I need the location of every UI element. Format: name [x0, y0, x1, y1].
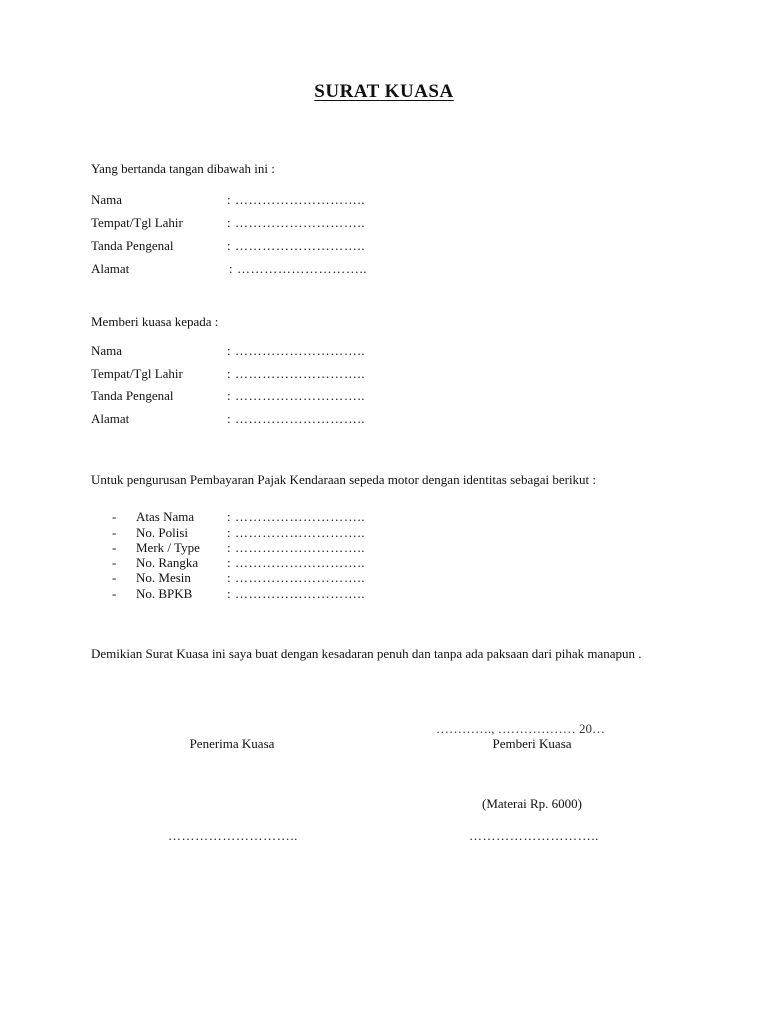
stamp-note: (Materai Rp. 6000): [481, 796, 582, 811]
vehicle-value-no-polisi: : ………………………..: [227, 525, 366, 540]
section1-value-ttl: : ………………………..: [227, 215, 366, 230]
section1-label-ttl: Tempat/Tgl Lahir: [91, 215, 183, 230]
section1-value-alamat: : ………………………..: [229, 261, 368, 276]
list-bullet: -: [112, 525, 117, 540]
section1-intro: Yang bertanda tangan dibawah ini :: [91, 161, 275, 176]
section2-label-alamat: Alamat: [91, 411, 130, 426]
section2-label-nama: Nama: [91, 343, 123, 358]
vehicle-value-no-bpkb: : ………………………..: [227, 586, 366, 601]
grantor-role: Pemberi Kuasa: [492, 736, 572, 751]
section2-value-alamat: : ………………………..: [227, 411, 366, 426]
vehicle-label-no-mesin: No. Mesin: [136, 570, 191, 585]
list-bullet: -: [112, 586, 117, 601]
section2-value-pengenal: : ………………………..: [227, 388, 366, 403]
list-bullet: -: [112, 509, 117, 524]
vehicle-value-no-rangka: : ………………………..: [227, 555, 366, 570]
list-bullet: -: [112, 570, 117, 585]
section1-label-nama: Nama: [91, 192, 123, 207]
section3-intro: Untuk pengurusan Pembayaran Pajak Kendaraan sepeda motor dengan identitas sebagai berikut :: [91, 472, 597, 487]
vehicle-label-no-bpkb: No. BPKB: [136, 586, 193, 601]
section1-value-nama: : ………………………..: [227, 192, 366, 207]
vehicle-value-merk-type: : ………………………..: [227, 540, 366, 555]
closing-statement: Demikian Surat Kuasa ini saya buat dengan kesadaran penuh dan tanpa ada paksaan dari pihak manapun .: [91, 646, 642, 661]
grantor-signature-line: ………………………..: [468, 828, 600, 843]
vehicle-value-atas-nama: : ………………………..: [227, 509, 366, 524]
vehicle-label-atas-nama: Atas Nama: [136, 509, 195, 524]
place-date-line: …………., ……………… 20…: [436, 721, 605, 736]
vehicle-label-no-rangka: No. Rangka: [136, 555, 199, 570]
section1-label-alamat: Alamat: [91, 261, 130, 276]
recipient-role: Penerima Kuasa: [189, 736, 275, 751]
vehicle-label-no-polisi: No. Polisi: [136, 525, 189, 540]
vehicle-label-merk-type: Merk / Type: [136, 540, 200, 555]
section1-label-pengenal: Tanda Pengenal: [91, 238, 174, 253]
section1-value-pengenal: : ………………………..: [227, 238, 366, 253]
section2-value-nama: : ………………………..: [227, 343, 366, 358]
section2-label-pengenal: Tanda Pengenal: [91, 388, 174, 403]
section2-label-ttl: Tempat/Tgl Lahir: [91, 366, 183, 381]
list-bullet: -: [112, 555, 117, 570]
vehicle-value-no-mesin: : ………………………..: [227, 570, 366, 585]
section2-value-ttl: : ………………………..: [227, 366, 366, 381]
recipient-signature-line: ………………………..: [167, 828, 299, 843]
list-bullet: -: [112, 540, 117, 555]
document-title: SURAT KUASA: [314, 81, 454, 102]
section2-intro: Memberi kuasa kepada :: [91, 314, 219, 329]
